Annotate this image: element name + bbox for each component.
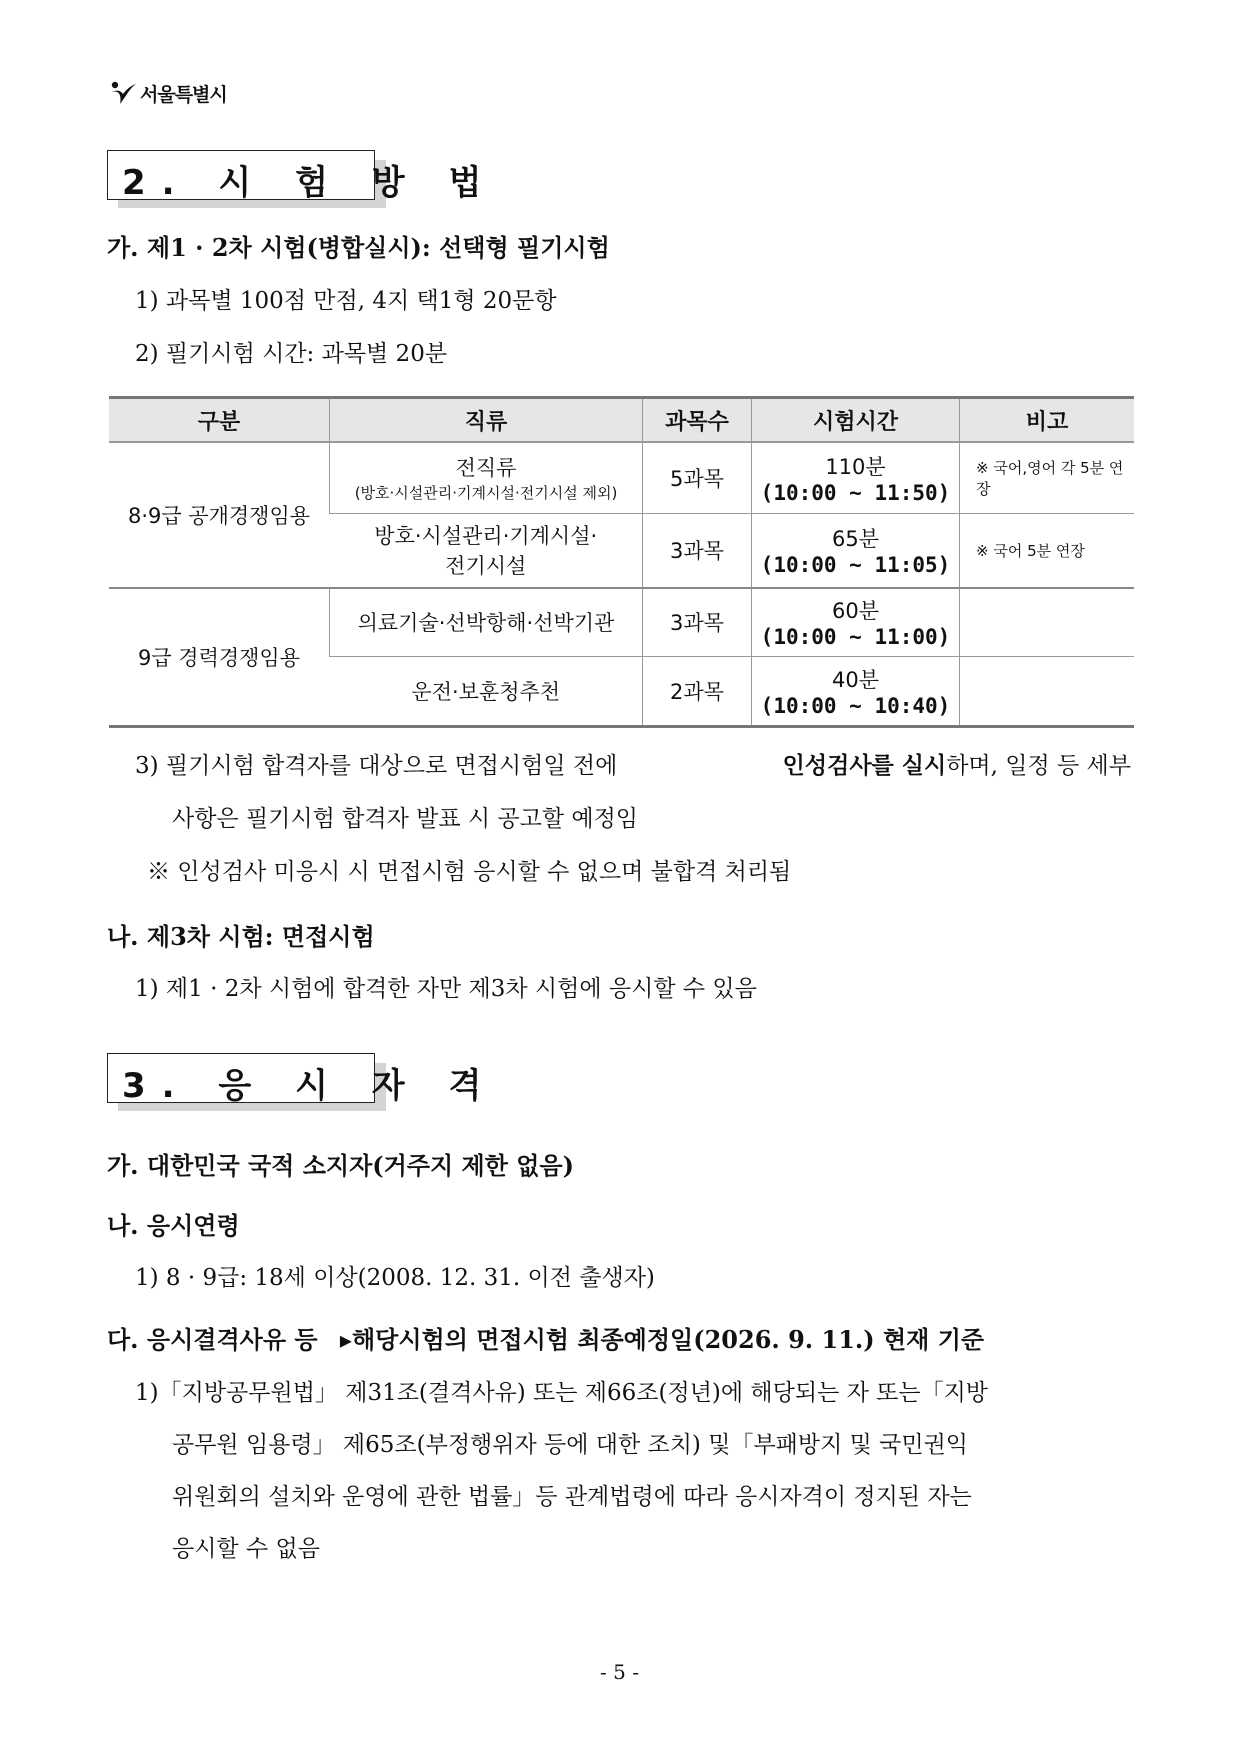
th-job: 직류: [330, 398, 643, 443]
time-duration: 60분: [831, 599, 879, 624]
item-3-pre: 3) 필기시험 합격자를 대상으로 면접시험일 전에: [135, 753, 618, 779]
section-2-b-heading: 나. 제3차 시험: 면접시험: [107, 922, 375, 951]
section-2-title-box: [107, 150, 498, 203]
job-name: 방호·시설관리·기계시설·: [374, 524, 598, 549]
logo-text: 서울특별시: [140, 83, 227, 106]
note-cell: [960, 588, 1135, 656]
section-3-title: 3. 응 시 자 격: [122, 1066, 498, 1106]
time-cell: [752, 588, 960, 656]
time-cell: [752, 656, 960, 726]
subjects-cell: 2과목: [643, 656, 752, 726]
section-2-a-note: ※ 인성검사 미응시 시 면접시험 응시할 수 없으며 불합격 처리됨: [147, 859, 792, 885]
time-range: (10:00 ~ 11:50): [760, 480, 951, 505]
section-3-title-box: [107, 1053, 498, 1106]
section-2-a-item-2: 2) 필기시험 시간: 과목별 20분: [135, 341, 448, 367]
th-time: 시험시간: [752, 398, 960, 443]
subjects-cell: 5과목: [643, 442, 752, 513]
section-3-c-item-1-line-2: 공무원 임용령」 제65조(부정행위자 등에 대한 조치) 및「부패방지 및 국민권익: [172, 1432, 969, 1458]
th-subjects: 과목수: [643, 398, 752, 443]
item-3-post: 하며, 일정 등 세부: [946, 753, 1131, 779]
item-3-bold: 인성검사를 실시: [782, 752, 947, 779]
time-duration: 40분: [831, 667, 879, 692]
job-cell: [330, 442, 643, 513]
section-2-title: 2. 시 험 방 법: [122, 163, 498, 203]
note-cell: ※ 국어,영어 각 5분 연장: [960, 442, 1135, 513]
seoul-logo: [108, 78, 227, 108]
time-duration: 110분: [825, 454, 886, 479]
seoul-logo-icon: [108, 78, 138, 108]
group-career: 9급 경력경쟁임용: [109, 588, 330, 726]
time-range: (10:00 ~ 11:00): [760, 625, 951, 650]
time-cell: [752, 513, 960, 588]
section-2-a-item-1: 1) 과목별 100점 만점, 4지 택1형 20문항: [135, 288, 557, 314]
section-3-c-item-1-line-1: 1)「지방공무원법」 제31조(결격사유) 또는 제66조(정년)에 해당되는 자 또는「지방: [135, 1380, 989, 1406]
job-cell: 운전·보훈청추천: [330, 656, 643, 726]
note-cell: ※ 국어 5분 연장: [960, 513, 1135, 588]
time-range: (10:00 ~ 11:05): [760, 553, 951, 578]
section-3-c-item-1-line-3: 위원회의 설치와 운영에 관한 법률」등 관계법령에 따라 응시자격이 정지된 자는: [172, 1484, 972, 1510]
table-row: [109, 588, 1134, 656]
time-cell: [752, 442, 960, 513]
note-cell: [960, 656, 1135, 726]
c-heading-pre: 다. 응시결격사유 등: [107, 1325, 318, 1354]
section-3-c-item-1-line-4: 응시할 수 없음: [172, 1536, 320, 1562]
job-cell: [330, 513, 643, 588]
exam-schedule-table: [109, 396, 1134, 728]
table-row: [109, 442, 1134, 513]
section-3-b-heading: 나. 응시연령: [107, 1211, 240, 1240]
section-2-a-item-3: [135, 747, 1131, 780]
th-category: 구분: [109, 398, 330, 443]
section-3-a-heading: 가. 대한민국 국적 소지자(거주지 제한 없음): [107, 1151, 574, 1180]
group-open: 8·9급 공개경쟁임용: [109, 442, 330, 588]
th-note: 비고: [960, 398, 1135, 443]
subjects-cell: 3과목: [643, 588, 752, 656]
section-3-b-item-1: 1) 8 · 9급: 18세 이상(2008. 12. 31. 이전 출생자): [135, 1265, 655, 1291]
table-header-row: [109, 398, 1134, 443]
section-2-a-heading: 가. 제1 · 2차 시험(병합실시): 선택형 필기시험: [107, 233, 610, 262]
job-cell: 의료기술·선박항해·선박기관: [330, 588, 643, 656]
section-3-c-heading: [107, 1320, 984, 1355]
section-2-b-item-1: 1) 제1 · 2차 시험에 합격한 자만 제3차 시험에 응시할 수 있음: [135, 976, 757, 1002]
page-number: - 5 -: [600, 1660, 639, 1684]
c-heading-post: ▸해당시험의 면접시험 최종예정일(2026. 9. 11.) 현재 기준: [339, 1325, 985, 1354]
time-range: (10:00 ~ 10:40): [760, 693, 951, 718]
section-2-a-item-3-line-2: 사항은 필기시험 합격자 발표 시 공고할 예정임: [172, 806, 639, 832]
job-name-line2: 전기시설: [445, 554, 527, 579]
subjects-cell: 3과목: [643, 513, 752, 588]
job-exclusion: (방호·시설관리·기계시설·전기시설 제외): [354, 484, 618, 503]
time-duration: 65분: [831, 527, 879, 552]
job-name: 전직류: [455, 456, 517, 481]
